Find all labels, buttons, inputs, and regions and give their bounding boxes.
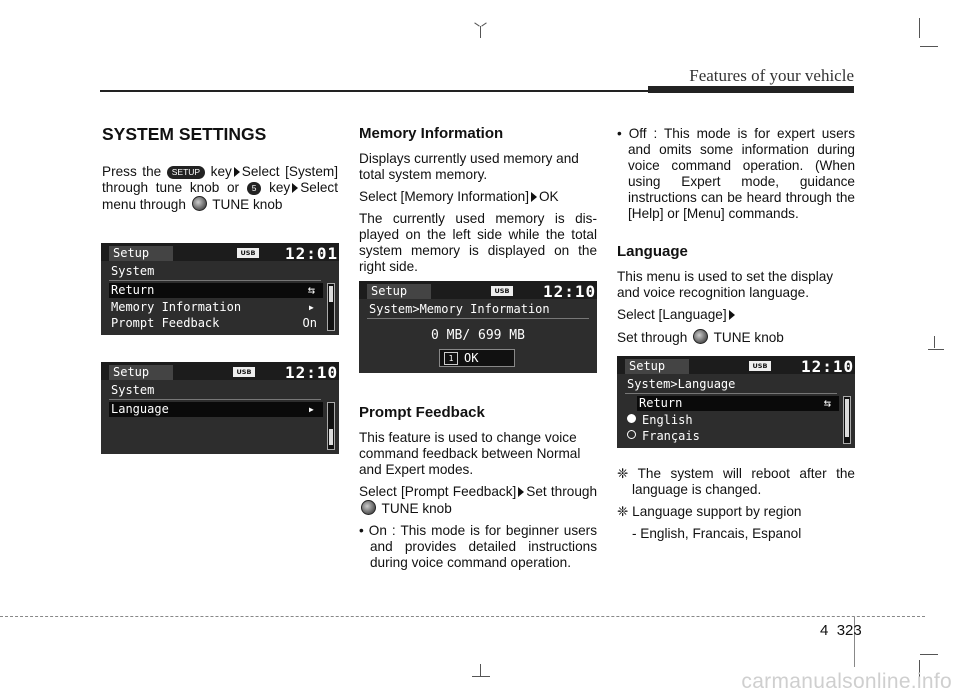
screen-language-selection <box>617 356 855 448</box>
crop-mark-tr-h <box>920 46 938 47</box>
note-language-support: ❈ Language support by region <box>617 504 802 519</box>
paragraph-prompt-select: Select [Prompt Feedback] Set through TUNE knob <box>359 484 597 516</box>
column-2-lower <box>359 405 597 577</box>
column-1 <box>102 126 338 213</box>
scrollbar <box>327 283 335 331</box>
column-3 <box>617 126 855 352</box>
scrollbar <box>327 402 335 450</box>
crop-mark-br-h <box>920 654 938 655</box>
paragraph-language-select: Select [Language] <box>617 307 855 323</box>
screen-title: System <box>111 383 155 397</box>
screen-title: System>Memory Information <box>369 302 550 316</box>
screen-system-menu <box>101 243 339 335</box>
tune-knob-icon <box>361 500 376 515</box>
bullet-on-mode: • On : This mode is for beginner users and provides detailed instructions during voice command operation. <box>359 523 597 570</box>
crop-mark-top-v2 <box>481 22 486 26</box>
key-5-icon: 5 <box>247 182 262 195</box>
arrow-right-icon <box>234 167 240 177</box>
note-reboot: ❈ The system will reboot after the language is changed. <box>617 466 855 497</box>
arrow-right-icon: ▸ <box>307 300 315 314</box>
footer-rule <box>0 616 925 617</box>
arrow-right-icon: ▸ <box>307 402 315 416</box>
heading-memory-information: Memory Information <box>359 125 504 142</box>
column-2 <box>359 126 597 281</box>
page-number: 4 323 <box>820 622 862 639</box>
radio-empty-icon <box>627 430 636 439</box>
menu-row-memory: Memory Information ▸ <box>111 300 315 314</box>
clock: 12:10 <box>543 282 597 301</box>
paragraph-memory-desc: Displays currently used memory and total system memory. <box>359 151 579 182</box>
memory-value: 0 MB/ 699 MB <box>431 328 525 343</box>
clock: 12:01 <box>285 244 339 263</box>
menu-row-prompt: Prompt Feedback On <box>111 316 317 330</box>
paragraph-language-desc: This menu is used to set the display and voice recognition language. <box>617 269 834 300</box>
watermark: carmanualsonline.info <box>741 670 952 693</box>
screen-language-menu <box>101 362 339 454</box>
paragraph-memory-select: Select [Memory Information] OK <box>359 189 559 204</box>
screen-tab: Setup <box>109 365 173 380</box>
paragraph-memory-display: The currently used memory is dis-played on the left side while the total system memory is displayed on the right side. <box>359 211 597 274</box>
usb-icon: USB <box>749 361 771 371</box>
crop-mark-top-v <box>474 22 479 26</box>
crop-mark-tr-v <box>919 18 920 38</box>
paragraph-language-tune: Set through TUNE knob <box>617 330 784 345</box>
menu-row-return: Return ⇆ <box>637 396 839 411</box>
menu-row-return: Return ⇆ <box>109 283 323 298</box>
scrollbar <box>843 396 851 444</box>
screen-tab: Setup <box>109 246 173 261</box>
tune-knob-icon <box>192 196 207 211</box>
menu-row-language: Language ▸ <box>109 402 323 417</box>
header-title: Features of your vehicle <box>689 66 854 85</box>
clock: 12:10 <box>801 357 855 376</box>
crop-mark-bottom-h <box>472 676 490 677</box>
heading-prompt-feedback: Prompt Feedback <box>359 404 485 421</box>
usb-icon: USB <box>491 286 513 296</box>
crop-mark-right-h <box>928 349 944 350</box>
crop-mark-bottom <box>480 664 481 676</box>
paragraph-prompt-desc: This feature is used to change voice command feedback between Normal and Expert modes. <box>359 430 581 477</box>
return-icon: ⇆ <box>307 283 315 297</box>
menu-row-francais: Français <box>625 429 839 444</box>
paragraph-system-intro: Press the SETUP key Select [System] through tune knob or 5 key Select menu through TUNE knob <box>102 164 338 212</box>
setup-key-icon: SETUP <box>167 166 205 179</box>
usb-icon: USB <box>233 367 255 377</box>
screen-title: System <box>111 264 155 278</box>
crop-mark-top <box>480 26 481 38</box>
arrow-right-icon <box>292 183 298 193</box>
screen-title: System>Language <box>627 377 736 391</box>
usb-icon: USB <box>237 248 259 258</box>
arrow-right-icon <box>531 192 537 202</box>
ok-button: 1 OK <box>439 349 515 367</box>
note-language-list: - English, Francais, Espanol <box>632 526 802 541</box>
clock: 12:10 <box>285 363 339 382</box>
screen-memory-information <box>359 281 597 373</box>
bullet-off-mode: • Off : This mode is for expert users and omits some information during voice command operation. (When using Expert mode, guidance instructions can be heard through the [Help] or [Menu] commands. <box>617 126 855 221</box>
menu-row-english: English <box>625 413 839 428</box>
return-icon: ⇆ <box>823 396 831 410</box>
crop-mark-right-v <box>934 336 935 348</box>
radio-selected-icon <box>627 414 636 423</box>
column-3-lower <box>617 466 855 548</box>
header-tab-bar <box>648 86 854 93</box>
arrow-right-icon <box>729 310 735 320</box>
heading-system-settings: SYSTEM SETTINGS <box>102 124 267 144</box>
screen-tab: Setup <box>625 359 689 374</box>
number-1-icon: 1 <box>444 352 458 365</box>
tune-knob-icon <box>693 329 708 344</box>
screen-tab: Setup <box>367 284 431 299</box>
heading-language: Language <box>617 243 688 260</box>
arrow-right-icon <box>518 487 524 497</box>
